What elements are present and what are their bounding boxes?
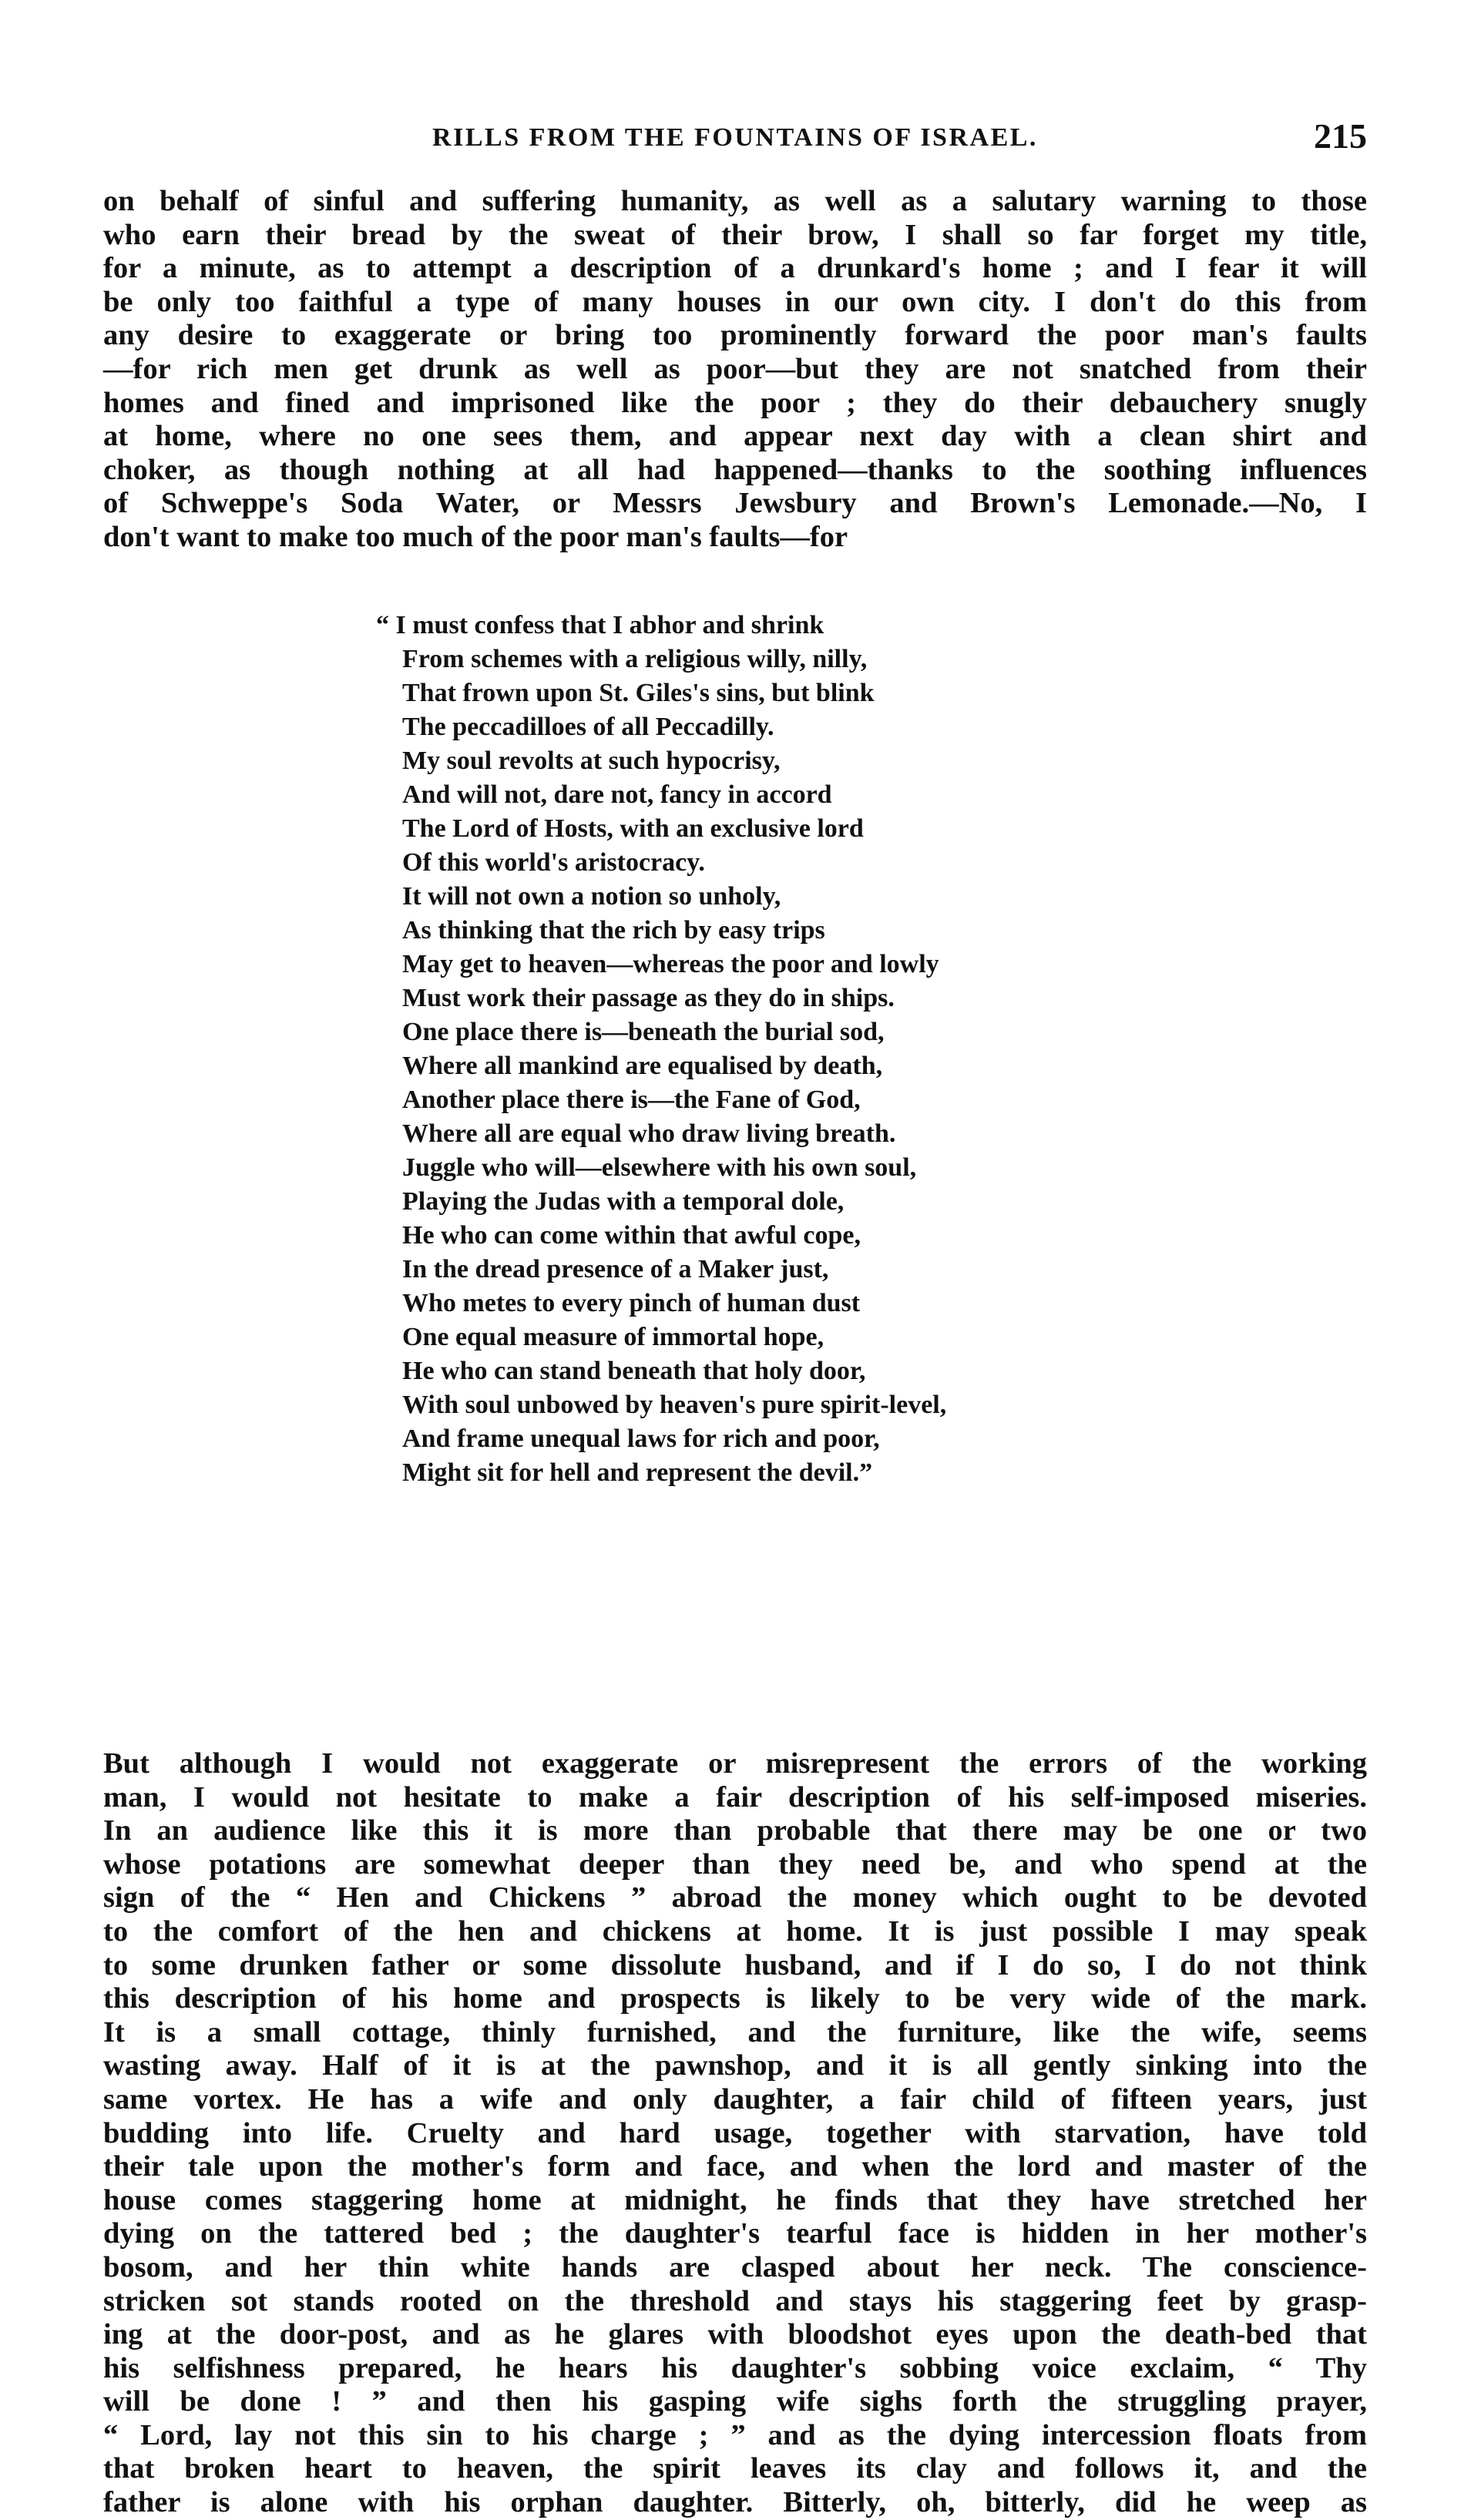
- verse-line: Playing the Judas with a temporal dole,: [402, 1187, 845, 1216]
- running-title: RILLS FROM THE FOUNTAINS OF ISRAEL.: [432, 123, 1038, 152]
- text-line: at home, where no one sees them, and appear next day with a clean shirt and: [103, 420, 1367, 453]
- text-line: ing at the door-post, and as he glares with bloodshot eyes upon the death-bed that: [103, 2318, 1367, 2351]
- verse-line: It will not own a notion so unholy,: [402, 882, 781, 911]
- text-line: whose potations are somewhat deeper than they need be, and who spend at the: [103, 1847, 1367, 1881]
- verse-line: Where all mankind are equalised by death,: [402, 1052, 883, 1080]
- verse-line: Another place there is—the Fane of God,: [402, 1086, 861, 1114]
- verse-line: And will not, dare not, fancy in accord: [402, 780, 832, 809]
- text-line: house comes staggering home at midnight, he finds that they have stretched her: [103, 2183, 1367, 2216]
- verse-line: One place there is—beneath the burial sod,: [402, 1018, 885, 1046]
- text-line: their tale upon the mother's form and face, and when the lord and master of the: [103, 2150, 1367, 2183]
- text-line: who earn their bread by the sweat of their brow, I shall so far forget my title,: [103, 218, 1367, 251]
- text-line: this description of his home and prospects is likely to be very wide of the mark.: [103, 1982, 1367, 2015]
- verse-line: One equal measure of immortal hope,: [402, 1323, 824, 1351]
- verse-line: And frame unequal laws for rich and poor,: [402, 1424, 880, 1453]
- verse-line: Where all are equal who draw living breath.: [402, 1119, 896, 1148]
- text-line: any desire to exaggerate or bring too prominently forward the poor man's faults: [103, 319, 1367, 352]
- text-line: to the comfort of the hen and chickens at home. It is just possible I may speak: [103, 1914, 1367, 1948]
- verse-line: That frown upon St. Giles's sins, but blink: [402, 679, 875, 707]
- text-line: of Schweppe's Soda Water, or Messrs Jewsbury and Brown's Lemonade.—No, I: [103, 487, 1367, 520]
- verse-line: The Lord of Hosts, with an exclusive lord: [402, 814, 864, 843]
- text-line: same vortex. He has a wife and only daughter, a fair child of fifteen years, just: [103, 2082, 1367, 2116]
- text-line: that broken heart to heaven, the spirit leaves its clay and follows it, and the: [103, 2452, 1367, 2485]
- verse-line: From schemes with a religious willy, nilly,: [402, 645, 868, 673]
- verse-line: Might sit for hell and represent the devil.”: [402, 1458, 873, 1487]
- text-line: sign of the “ Hen and Chickens ” abroad the money which ought to be devoted: [103, 1881, 1367, 1914]
- paragraph-1: [103, 185, 1367, 555]
- verse-line: The peccadilloes of all Peccadilly.: [402, 713, 774, 741]
- text-line: In an audience like this it is more than probable that there may be one or two: [103, 1814, 1367, 1847]
- text-line: for a minute, as to attempt a description of a drunkard's home ; and I fear it will: [103, 252, 1367, 285]
- running-head: [103, 116, 1367, 162]
- text-line: will be done ! ” and then his gasping wife sighs forth the struggling prayer,: [103, 2385, 1367, 2418]
- text-line: wasting away. Half of it is at the pawnshop, and it is all gently sinking into the: [103, 2049, 1367, 2082]
- paragraph-2: [103, 1747, 1367, 2520]
- text-line: don't want to make too much of the poor man's faults—for: [103, 520, 848, 553]
- verse-line: My soul revolts at such hypocrisy,: [402, 747, 781, 775]
- text-line: man, I would not hesitate to make a fair description of his self-imposed miseries.: [103, 1780, 1367, 1814]
- verse-line: May get to heaven—whereas the poor and lowly: [402, 950, 939, 978]
- text-line: It is a small cottage, thinly furnished, and the furniture, like the wife, seems: [103, 2015, 1367, 2049]
- page-number: 215: [1314, 116, 1367, 156]
- text-line: father is alone with his orphan daughter. Bitterly, oh, bitterly, did he weep as: [103, 2486, 1367, 2519]
- verse-line: Must work their passage as they do in ships.: [402, 984, 895, 1012]
- verse-line: Juggle who will—elsewhere with his own soul,: [402, 1153, 917, 1182]
- text-line: be only too faithful a type of many houses in our own city. I don't do this from: [103, 285, 1367, 318]
- verse-line: Who metes to every pinch of human dust: [402, 1289, 861, 1317]
- verse-line: In the dread presence of a Maker just,: [402, 1255, 829, 1283]
- text-line: But although I would not exaggerate or misrepresent the errors of the working: [103, 1747, 1367, 1780]
- text-line: “ Lord, lay not this sin to his charge ; ” and as the dying intercession floats from: [103, 2418, 1367, 2451]
- verse-line: With soul unbowed by heaven's pure spirit-level,: [402, 1391, 947, 1419]
- text-line: stricken sot stands rooted on the threshold and stays his staggering feet by grasp-: [103, 2284, 1367, 2317]
- text-line: his selfishness prepared, he hears his daughter's sobbing voice exclaim, “ Thy: [103, 2351, 1367, 2384]
- text-line: dying on the tattered bed ; the daughter's tearful face is hidden in her mother's: [103, 2217, 1367, 2250]
- text-line: homes and fined and imprisoned like the poor ; they do their debauchery snugly: [103, 386, 1367, 419]
- text-line: to some drunken father or some dissolute husband, and if I do so, I do not think: [103, 1948, 1367, 1981]
- text-line: choker, as though nothing at all had happened—thanks to the soothing influences: [103, 453, 1367, 486]
- text-line: bosom, and her thin white hands are clasped about her neck. The conscience-: [103, 2250, 1367, 2283]
- verse-line: As thinking that the rich by easy trips: [402, 916, 825, 945]
- verse-line: “ I must confess that I abhor and shrink: [376, 611, 824, 639]
- verse-line: He who can stand beneath that holy door,: [402, 1357, 866, 1385]
- verse-quotation: [376, 609, 1270, 1490]
- verse-line: He who can come within that awful cope,: [402, 1221, 861, 1250]
- verse-line: Of this world's aristocracy.: [402, 848, 705, 877]
- text-line: on behalf of sinful and suffering humanity, as well as a salutary warning to those: [103, 185, 1367, 217]
- text-line: budding into life. Cruelty and hard usage, together with starvation, have told: [103, 2116, 1367, 2149]
- text-line: —for rich men get drunk as well as poor—but they are not snatched from their: [103, 352, 1367, 385]
